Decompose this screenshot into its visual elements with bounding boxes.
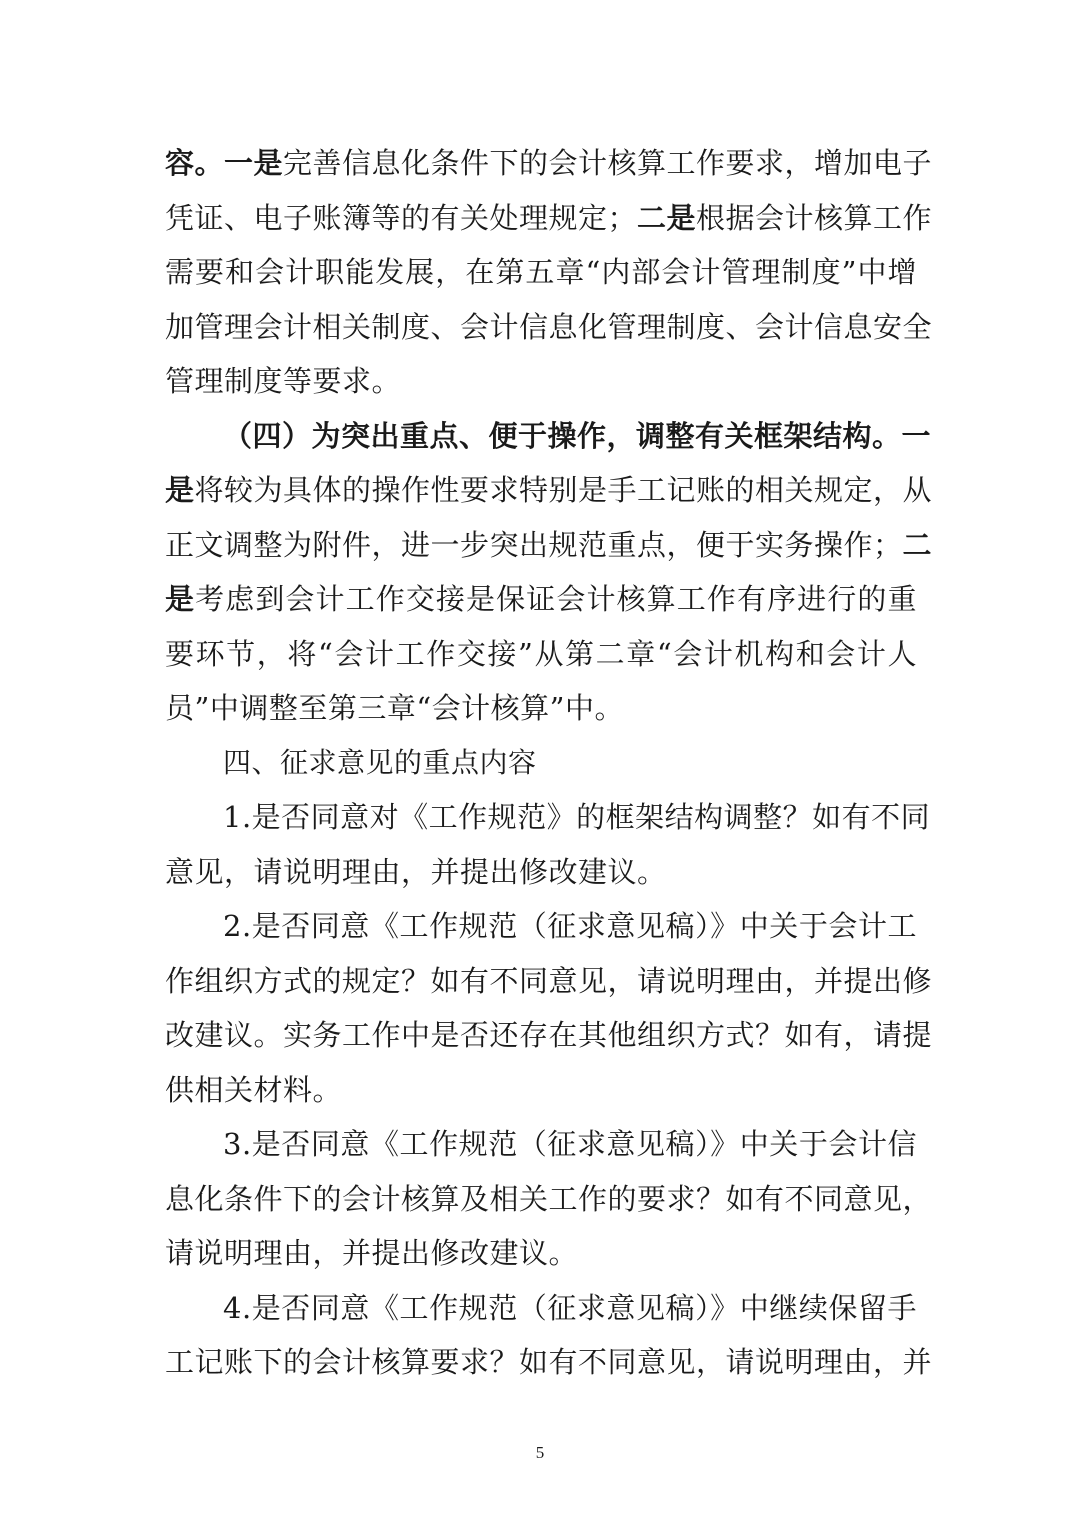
item1-line-2: 意见，请说明理由，并提出修改建议。: [165, 854, 667, 889]
p2-line-2: [165, 463, 933, 518]
item2-line-2: 作组织方式的规定？如有不同意见，请说明理由，并提出修: [165, 963, 933, 998]
p1-bold-second: 二是: [637, 200, 697, 235]
p1-line-1: [165, 136, 933, 191]
p2-heading-bold: （四）为突出重点、便于操作，调整有关框架结构。一: [223, 418, 932, 453]
p2-line-4: [165, 572, 917, 627]
item3-line-2: 息化条件下的会计核算及相关工作的要求？如有不同意见，: [165, 1181, 933, 1216]
p1-line-4: 加管理会计相关制度、会计信息化管理制度、会计信息安全: [165, 309, 933, 344]
document-body: [165, 136, 933, 1390]
p2-line-4-text: 考虑到会计工作交接是保证会计核算工作有序进行的重: [195, 582, 917, 616]
p2-bold-shi: 是: [165, 473, 195, 507]
p1-line-2-text-b: 根据会计核算工作: [696, 200, 933, 235]
item4-line-2: 工记账下的会计核算要求？如有不同意见，请说明理由，并: [165, 1345, 933, 1379]
p1-line-2: [165, 191, 933, 246]
p1-line-3: 需要和会计职能发展，在第五章“内部会计管理制度”中增: [165, 255, 917, 289]
p2-line-3-text: 正文调整为附件，进一步突出规范重点，便于实务操作；: [165, 527, 903, 562]
p2-line-3: [165, 518, 933, 573]
item2-line-4: 供相关材料。: [165, 1072, 343, 1107]
item2-line-1: 2.是否同意《工作规范（征求意见稿）》中关于会计工: [223, 909, 917, 943]
item4-line-1: 4.是否同意《工作规范（征求意见稿）》中继续保留手: [223, 1290, 917, 1325]
item3-line-1: 3.是否同意《工作规范（征求意见稿）》中关于会计信: [223, 1127, 917, 1161]
p2-line-1: [165, 409, 932, 464]
p2-line-6: 员”中调整至第三章“会计核算”中。: [165, 691, 624, 725]
p2-line-5: 要环节，将“会计工作交接”从第二章“会计机构和会计人: [165, 636, 917, 671]
p1-line-1-text: 完善信息化条件下的会计核算工作要求，增加电子: [283, 146, 933, 180]
p1-bold-lead: 容。一是: [165, 146, 284, 180]
p2-bold-shi-2: 是: [165, 582, 196, 616]
p2-bold-er: 二: [902, 527, 933, 562]
item1-line-1: 1.是否同意对《工作规范》的框架结构调整？如有不同: [223, 800, 931, 834]
p2-line-2-text: 将较为具体的操作性要求特别是手工记账的相关规定，从: [194, 473, 933, 507]
item3-line-3: 请说明理由，并提出修改建议。: [165, 1236, 579, 1270]
p1-line-5: 管理制度等要求。: [165, 364, 402, 398]
page-number: 5: [535, 1443, 545, 1462]
p1-line-2-text-a: 凭证、电子账簿等的有关处理规定；: [165, 200, 638, 235]
item2-line-3: 改建议。实务工作中是否还存在其他组织方式？如有，请提: [165, 1018, 933, 1052]
section-heading: 四、征求意见的重点内容: [223, 745, 537, 779]
